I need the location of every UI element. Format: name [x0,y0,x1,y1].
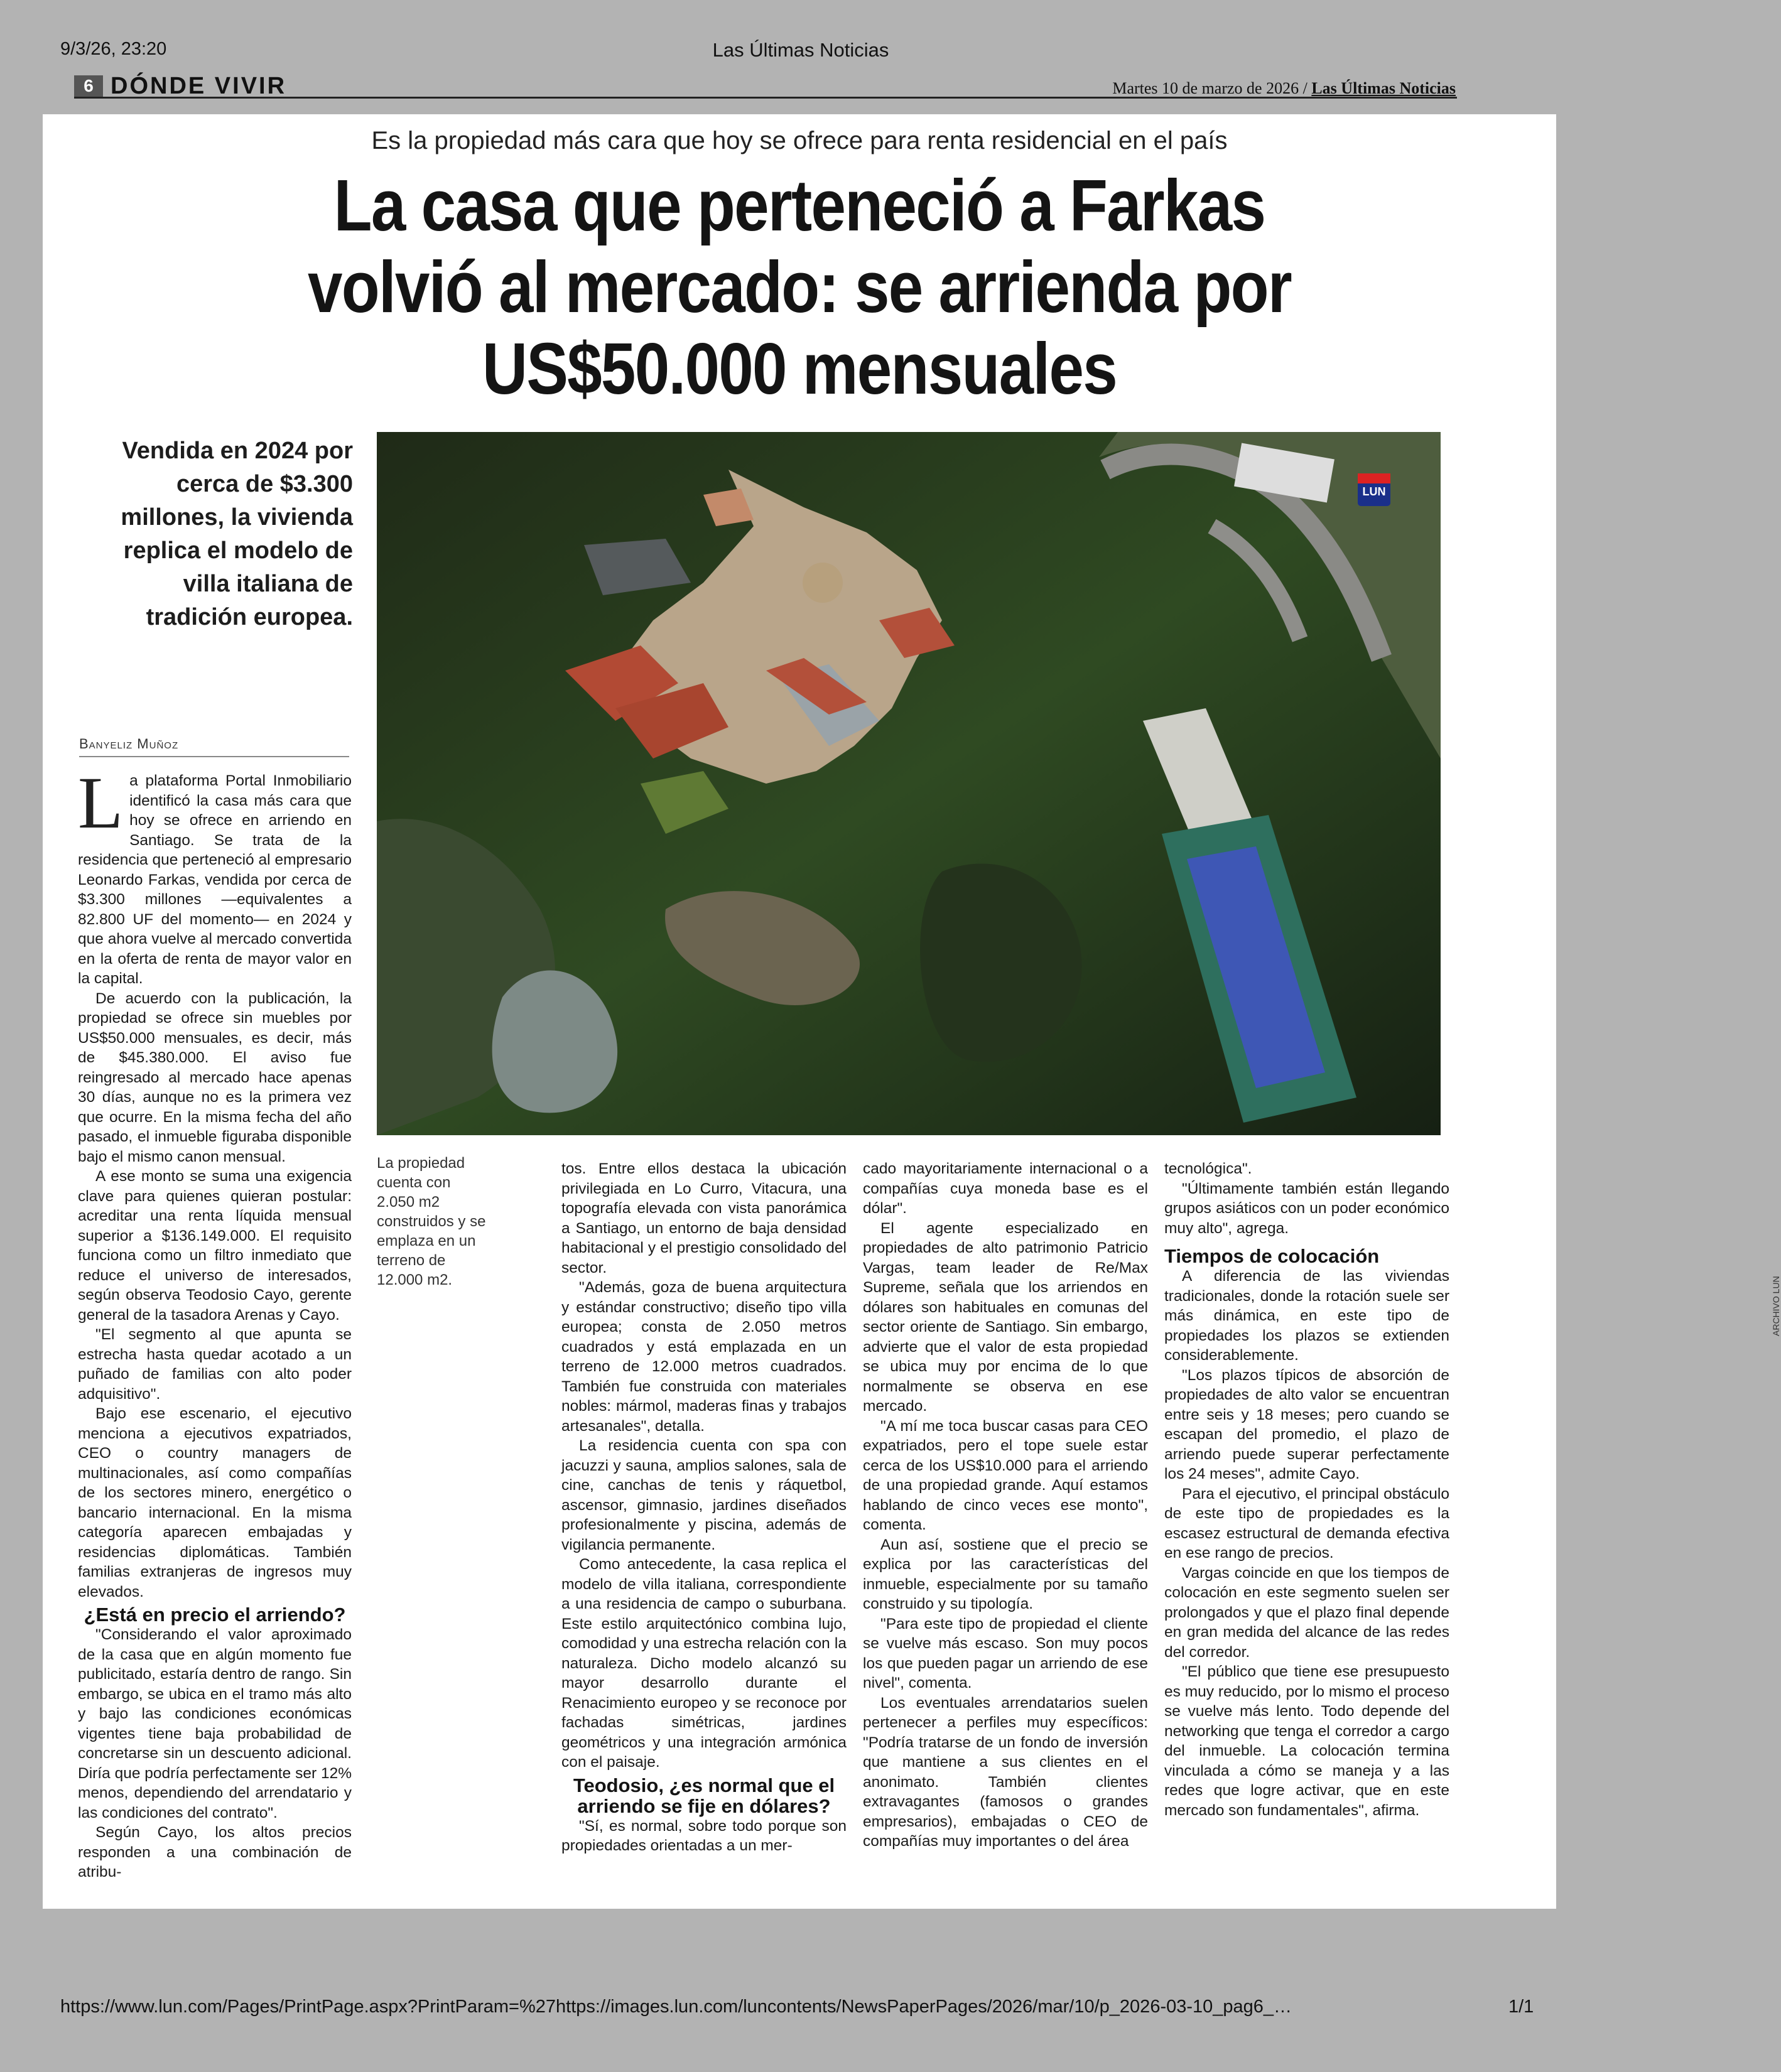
subheading: Tiempos de colocación [1164,1245,1380,1267]
print-page-count: 1/1 [1508,1997,1534,2017]
paragraph: "Además, goza de buena arquitectura y estándar constructivo; diseño tipo villa europea; consta de 2.050 metros cuadrados y está emplazada en un terreno de 12.000 metros cuadrados. También fue construida con materiales nobles: mármol, maderas finas y trabajos artesanales", detalla. [561,1279,847,1435]
paragraph: Como antecedente, la casa replica el modelo de villa italiana, correspondiente a una residencia de campo o suburbana. Este estilo arquitectónico combina lujo, comodidad y una estrecha relación con la naturaleza. Dicho modelo alcanzó su mayor desarrollo durante el Renacimiento europeo y se reconoce por fachadas simétricas, jardines geométricos y una integración armónica con el paisaje. [561,1556,847,1771]
headline-line-1: La casa que perteneció a Farkas [333,165,1265,246]
article-column-4 [1164,1159,1449,1820]
paragraph: "El público que tiene ese presupuesto es muy reducido, por lo mismo el proceso se vuelve más lento. Todo depende del networking que tenga el corredor a cargo del inmueble. La colocación termina vinculada a cómo se maneja y a las redes que logre activar, que en este mercado son fundamentales", afirma. [1164,1663,1449,1819]
headline-line-3: US$50.000 mensuales [482,328,1117,409]
paragraph: "El segmento al que apunta se estrecha hasta quedar acotado a un puñado de familias con alto poder adquisitivo". [78,1326,352,1403]
photo-credit: ARCHIVO LUN [1771,1276,1781,1336]
article-column-3 [863,1159,1148,1852]
page-number: 6 [74,75,103,97]
paragraph: "A mí me toca buscar casas para CEO expatriados, pero el tope suele estar cerca de los US$10.000 para el arriendo de una propiedad grande. Aquí estamos hablando de cinco veces ese monto", comenta. [863,1417,1148,1533]
newspaper-name: Las Últimas Noticias [1311,79,1456,97]
paragraph: A diferencia de las viviendas tradicionales, donde la rotación suele ser más dinámica, en este tipo de propiedades los plazos se extienden considerablemente. [1164,1268,1449,1364]
paragraph: tos. Entre ellos destaca la ubicación privilegiada en Lo Curro, Vitacura, una topografía elevada con vista panorámica a Santiago, un entorno de baja densidad habitacional y el prestigio consolidado del sector. [561,1160,847,1276]
paragraph: Para el ejecutivo, el principal obstáculo de este tipo de propiedades es la escasez estructural de demanda efectiva en ese rango de precios. [1164,1485,1449,1562]
paragraph-text: a plataforma Portal Inmobiliario identificó la casa más cara que hoy se ofrece en arriendo en Santiago. Se trata de la residencia que perteneció al empresario Leonardo Farkas, vendida por cerca de $3.300 millones —equivalentes a 82.800 UF del momento— en 2024 y que ahora vuelve al mercado convertida en la oferta de renta de mayor valor en la capital. [78,772,352,987]
paragraph: tecnológica". [1164,1160,1252,1177]
paragraph: Los eventuales arrendatarios suelen pertenecer a perfiles muy específicos: "Podría tratarse de un fondo de inversión que mantiene a sus clientes en el anonimato. También clientes extravagantes (famosos o grandes empresarios), embajadas o CEO de compañías muy importantes o del área [863,1694,1148,1850]
paragraph [78,762,352,989]
paragraph: "Los plazos típicos de absorción de propiedades de alto valor se encuentran entre seis y 18 meses; pero cuando se escapan del promedio, el plazo de arriendo puede superar perfectamente los 24 meses", admite Cayo. [1164,1366,1449,1482]
article-kicker: Es la propiedad más cara que hoy se ofrece para renta residencial en el país [371,127,1228,154]
paragraph: cado mayoritariamente internacional o a compañías cuya moneda base es el dólar". [863,1160,1148,1217]
photo-illustration [377,432,1441,1135]
byline: Banyeliz Muñoz [79,736,349,757]
article-column-1 [78,762,352,1882]
article-column-2 [561,1159,847,1856]
section-title: DÓNDE VIVIR [111,73,287,99]
paragraph: La residencia cuenta con spa con jacuzzi y sauna, amplios salones, sala de cine, canchas de tenis y ráquetbol, ascensor, gimnasio, jardines diseñados profesionalmente y piscina, además de vigilancia permanente. [561,1437,847,1553]
subheading: Teodosio, ¿es normal que el arriendo se fije en dólares? [573,1774,835,1817]
photo-caption: La propiedad cuenta con 2.050 m2 construidos y se emplaza en un terreno de 12.000 m2. [377,1155,486,1288]
lun-logo-icon: LUN [1358,473,1390,506]
issue-date [1112,79,1456,98]
paragraph: Bajo ese escenario, el ejecutivo menciona a ejecutivos expatriados, CEO o country managers de multinacionales, así como compañías de los sectores minero, energético o bancario internacional. En la misma categoría aparecen embajadas y residencias diplomáticas. También familias extranjeras de ingresos muy elevados. [78,1405,352,1600]
subheading: ¿Está en precio el arriendo? [84,1604,346,1626]
newspaper-page [43,114,1781,1909]
paragraph: A ese monto se suma una exigencia clave para quienes quieran postular: acreditar una renta líquida mensual superior a $136.149.000. El requisito funciona como un filtro inmediato que reduce el universo de interesados, según observa Teodosio Cayo, gerente general de la tasadora Arenas y Cayo. [78,1168,352,1324]
article-deck: Vendida en 2024 por cerca de $3.300 millones, la vivienda replica el modelo de villa italiana de tradición europea. [121,438,353,630]
paragraph: De acuerdo con la publicación, la propiedad se ofrece sin muebles por US$50.000 mensuales, es decir, más de $45.380.000. El aviso fue reingresado al mercado hace apenas 30 días, aunque no es la primera vez que ocurre. En la misma fecha del año pasado, el inmueble figuraba disponible bajo el mismo canon mensual. [78,990,352,1165]
paragraph: "Últimamente también están llegando grupos asiáticos con un poder económico muy alto", agrega. [1164,1180,1449,1237]
headline-line-2: volvió al mercado: se arrienda por [307,246,1291,328]
paragraph: El agente especializado en propiedades de alto patrimonio Patricio Vargas, team leader de Re/Max Supreme, señala que los arriendos en dólares son habituales en comunas del sector oriente de Santiago. Sin embargo, advierte que el valor de esta propiedad se ubica muy por encima de lo que normalmente se observa en ese mercado. [863,1219,1148,1415]
print-datetime: 9/3/26, 23:20 [60,39,167,59]
section-header [74,73,1457,99]
paragraph: "Sí, es normal, sobre todo porque son propiedades orientadas a un mer- [561,1817,847,1854]
drop-cap: L [78,762,124,844]
issue-date-separator: / [1302,79,1307,97]
paragraph: "Para este tipo de propiedad el cliente se vuelve más escaso. Son muy pocos los que pueden pagar un arriendo de ese nivel", comenta. [863,1615,1148,1692]
paragraph: "Considerando el valor aproximado de la casa que en algún momento fue publicitado, estaría dentro de rango. Sin embargo, se ubica en el tramo más alto y bajo las condiciones económicas vigentes tiene baja probabilidad de concretarse sin un descuento adicional. Diría que podría perfectamente ser 12% menos, dependiendo del arrendatario y las condiciones del contrato". [78,1626,352,1821]
article-headline [197,165,1402,409]
print-page-title: Las Últimas Noticias [712,39,889,61]
print-url: https://www.lun.com/Pages/PrintPage.aspx?PrintParam=%27https://images.lun.com/luncontents/NewsPaperPages/2026/mar/10/p_2026-03-10_pag6_… [60,1997,1292,2017]
paragraph: Aun así, sostiene que el precio se explica por las características del inmueble, especialmente por su tamaño construido y su tipología. [863,1536,1148,1612]
issue-date-text: Martes 10 de marzo de 2026 [1112,79,1299,97]
paragraph: Según Cayo, los altos precios responden a una combinación de atribu- [78,1824,352,1880]
paragraph: Vargas coincide en que los tiempos de colocación en este segmento suelen ser prolongados y que el plazo final depende en gran medida del alcance de las redes del corredor. [1164,1564,1449,1661]
